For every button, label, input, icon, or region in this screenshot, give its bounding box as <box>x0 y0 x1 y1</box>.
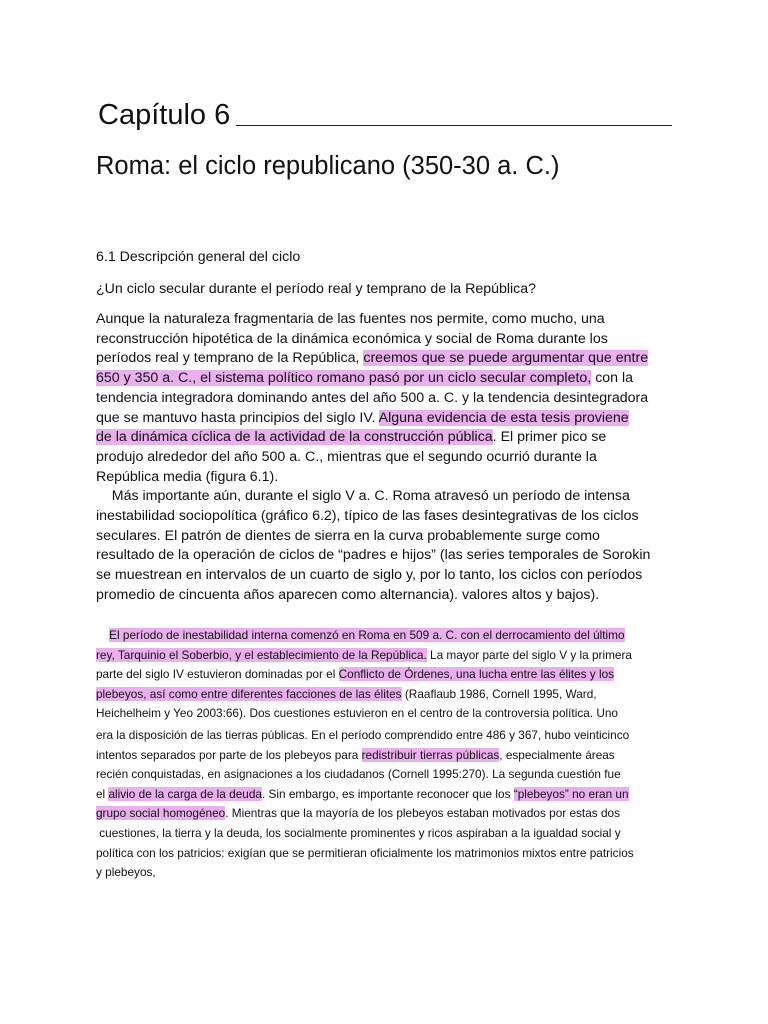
text-line <box>96 447 597 467</box>
text-line <box>96 565 642 585</box>
text-segment: inestabilidad sociopolítica (gráfico 6.2), típico de las fases desintegrativas de los ciclos <box>96 507 639 524</box>
text-segment: Heichelheim y Yeo 2003:66). Dos cuestiones estuvieron en el centro de la controversia política. Uno <box>96 706 618 721</box>
text-line <box>96 862 156 882</box>
highlighted-text: 650 y 350 a. C., el sistema político romano pasó por un ciclo secular completo, <box>96 370 592 387</box>
text-segment: reconstrucción hipotética de la dinámica económica y social de Roma durante los <box>96 330 608 347</box>
text-segment: , especialmente áreas <box>499 747 615 762</box>
text-segment: tendencia integradora dominando antes del año 500 a. C. y la tendencia desintegradora <box>96 389 649 406</box>
text-segment: períodos real y temprano de la República, <box>96 350 364 367</box>
text-line <box>96 703 618 723</box>
text-segment: República media (figura 6.1). <box>96 468 279 485</box>
highlighted-text: Conflicto de Órdenes, una lucha entre las élites y los <box>338 667 615 682</box>
highlighted-text: Alguna evidencia de esta tesis proviene <box>378 409 629 426</box>
highlighted-text: plebeyos, así como entre diferentes facciones de las élites <box>96 686 402 701</box>
chapter-rule <box>236 125 672 126</box>
text-line <box>96 625 625 645</box>
text-line <box>96 348 648 368</box>
text-line <box>96 664 614 684</box>
text-segment: seculares. El patrón de dientes de sierra en la curva probablemente surge como <box>96 527 600 544</box>
text-line <box>96 427 606 447</box>
chapter-title: Capítulo 6 <box>98 99 231 131</box>
highlighted-text: redistribuir tierras públicas <box>361 747 500 762</box>
highlighted-text: alivio de la carga de la deuda <box>108 786 262 801</box>
text-segment: intentos separados por parte de los plebeyos para <box>96 747 362 762</box>
text-line <box>96 823 621 843</box>
highlighted-text: grupo social homogéneo <box>96 806 226 821</box>
text-line <box>96 745 615 765</box>
text-line <box>96 408 629 428</box>
text-segment: Aunque la naturaleza fragmentaria de las fuentes nos permite, como mucho, una <box>96 311 605 327</box>
text-segment: produjo alrededor del año 500 a. C., mientras que el segundo ocurrió durante la <box>96 448 597 465</box>
highlighted-text: rey, Tarquinio el Soberbio, y el establecimiento de la República. <box>96 647 427 662</box>
text-line <box>96 526 600 546</box>
text-segment: con la <box>591 370 634 387</box>
text-segment: política con los patricios: exigían que se permitieran oficialmente los matrimonios mixtos entre patricios <box>96 845 634 860</box>
text-line <box>96 368 633 388</box>
chapter-heading <box>98 98 672 132</box>
section-question: ¿Un ciclo secular durante el período real y temprano de la República? <box>96 281 537 297</box>
text-segment: . El primer pico se <box>492 429 607 446</box>
text-segment: cuestiones, la tierra y la deuda, los socialmente prominentes y ricos aspiraban a la igualdad social y <box>96 826 621 840</box>
section-heading: 6.1 Descripción general del ciclo <box>96 249 301 265</box>
text-line <box>96 725 629 745</box>
text-line <box>96 467 278 487</box>
chapter-subtitle: Roma: el ciclo republicano (350-30 a. C.) <box>96 152 560 180</box>
highlighted-text: El período de inestabilidad interna comenzó en Roma en 509 a. C. con el derrocamiento del último <box>109 628 625 642</box>
text-line <box>96 506 639 526</box>
text-line <box>96 585 599 605</box>
text-line <box>96 545 650 565</box>
text-line <box>96 309 605 329</box>
text-line <box>96 803 620 823</box>
text-segment: resultado de la operación de ciclos de “padres e hijos” (las series temporales de Sorokin <box>96 547 651 564</box>
text-segment <box>96 628 109 642</box>
text-segment: el <box>96 786 109 801</box>
text-line <box>96 764 621 784</box>
text-segment: era la disposición de las tierras públicas. En el período comprendido entre 486 y 367, hubo veinticinco <box>96 728 630 742</box>
highlighted-text: “plebeyos” no eran un <box>513 786 629 801</box>
text-segment: La mayor parte del siglo V y la primera <box>426 647 632 662</box>
text-line <box>96 645 632 665</box>
text-segment: recién conquistadas, en asignaciones a los ciudadanos (Cornell 1995:270). La segunda cuestión fue <box>96 767 621 782</box>
text-segment: (Raaflaub 1986, Cornell 1995, Ward, <box>401 686 597 701</box>
text-segment: . Sin embargo, es importante reconocer que los <box>261 786 514 801</box>
text-segment: Más importante aún, durante el siglo V a. C. Roma atravesó un período de intensa <box>96 488 630 504</box>
text-line <box>96 684 597 704</box>
text-segment: que se mantuvo hasta principios del siglo IV. <box>96 409 379 426</box>
text-segment: promedio de cincuenta años aparecen como alternancia). valores altos y bajos). <box>96 587 600 603</box>
text-segment: parte del siglo IV estuvieron dominadas por el <box>96 667 339 682</box>
text-segment: . Mientras que la mayoría de los plebeyos estaban motivados por estas dos <box>225 806 620 821</box>
text-line <box>96 329 608 349</box>
text-segment: se muestrean en intervalos de un cuarto de siglo y, por lo tanto, los ciclos con períodos <box>96 567 643 584</box>
text-segment: y plebeyos, <box>96 865 156 880</box>
text-line <box>96 784 629 804</box>
text-line <box>96 843 634 863</box>
highlighted-text: de la dinámica cíclica de la actividad de la construcción pública <box>96 429 493 446</box>
highlighted-text: creemos que se puede argumentar que entre <box>363 350 649 367</box>
text-line <box>96 486 630 506</box>
text-line <box>96 388 648 408</box>
